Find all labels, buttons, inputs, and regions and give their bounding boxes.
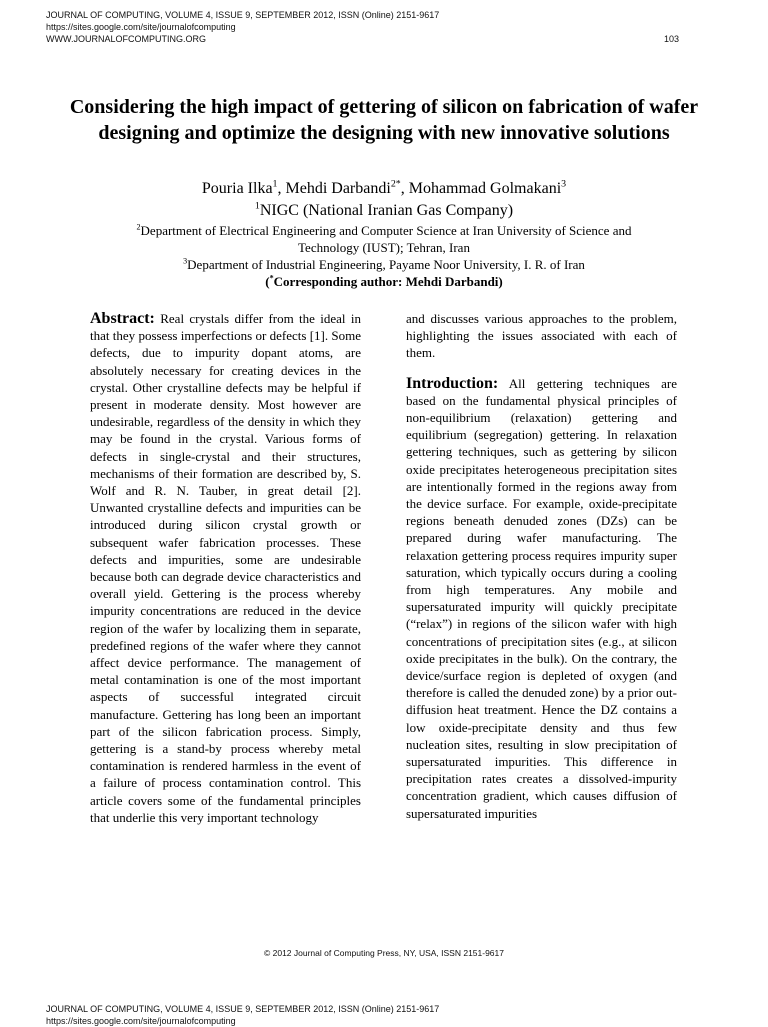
author-name: Mehdi Darbandi xyxy=(285,180,391,197)
introduction-body: All gettering techniques are based on the fundamental physical principles of non-equilibrium (relaxation) gettering and equilibrium (segregation) gettering. In relaxation gettering techniques, such as gettering by silicon oxide precipitates heterogeneous precipitation sites are intentionally formed in the regions away from the device surface. For example, oxide-precipitate regions beneath denuded zones (DZs) can be prepared during wafer manufacturing. The relaxation gettering process requires impurity super saturation, which typically occurs during a cooling from high temperatures. Any mobile and supersaturated impurity will quickly precipitate (“relax”) in regions of the silicon wafer with high concentrations of precipitation sites (e.g., at silicon oxide precipitates in the bulk). On the contrary, the device/surface region is depleted of oxygen (and therefore is called the denuded zone) by a prior out-diffusion heat treatment. Hence the DZ contains a low oxide-precipitate density and thus few nucleation sites, resulting in slow precipitation of supersaturated impurities. This difference in precipitation rates creates a dissolved-impurity concentration gradient, which causes diffusion of supersaturated impurities xyxy=(406,375,677,821)
right-column xyxy=(406,310,677,822)
author-list: Pouria Ilka$^1$, Mehdi Darbandi$^{2*}$, Mohammad Golmakani$^3$ xyxy=(201,178,567,197)
abstract-paragraph xyxy=(90,310,361,826)
site-url[interactable]: https://sites.google.com/site/journalofcomputing xyxy=(46,22,236,32)
footer-journal-line: JOURNAL OF COMPUTING, VOLUME 4, ISSUE 9, SEPTEMBER 2012, ISSN (Online) 2151-9617 xyxy=(46,1004,440,1014)
abstract-body: Real crystals differ from the ideal in that they possess imperfections or defects [1]. Some defects, due to impurity dopant atoms, are absolutely necessary for creating devices in the crystal. Other crystalline defects may be helpful if present in moderate density. Most however are undesirable, regardless of the density in which they may be found in the crystal. Various forms of defects in single-crystal and their structures, mechanisms of their formation are described by, S. Wolf and R. N. Tauber, in great detail [2]. Unwanted crystalline defects and impurities can be introduced during silicon crystal growth or subsequent wafer fabrication processes. These defects and impurities, some are undesirable because both can degrade device characteristics and overall yield. Gettering is the process whereby impurity concentrations are reduced in the device region of the wafer by localizing them in separate, predefined regions of the wafer where they cannot affect device performance. The management of metal contamination is one of the most important aspects of successful integrated circuit manufacture. Gettering has long been an important part of the silicon fabrication process. Simply, gettering is a stand-by process whereby metal contamination is rendered harmless in the event of a failure of process contamination control. This article covers some of the fundamental principles that underlie this very important technology xyxy=(90,311,362,825)
introduction-paragraph xyxy=(406,375,677,822)
abstract-column xyxy=(90,310,361,826)
author-name: Mohammad Golmakani xyxy=(408,180,562,197)
copyright-notice: © 2012 Journal of Computing Press, NY, USA, ISSN 2151-9617 xyxy=(264,948,504,958)
footer-site-url[interactable]: https://sites.google.com/site/journalofcomputing xyxy=(46,1016,236,1026)
author-sup: 2* xyxy=(390,178,401,190)
affiliation-3: $^3$Department of Industrial Engineering, Payame Noor University, I. R. of Iran xyxy=(183,256,585,272)
journal-website[interactable]: WWW.JOURNALOFCOMPUTING.ORG xyxy=(46,34,206,44)
journal-header: JOURNAL OF COMPUTING, VOLUME 4, ISSUE 9, SEPTEMBER 2012, ISSN (Online) 2151-9617 xyxy=(46,10,440,20)
abstract-heading: Abstract: xyxy=(90,310,155,327)
affiliation-1: $^1$NIGC (National Iranian Gas Company) xyxy=(254,200,514,219)
introduction-heading: Introduction: xyxy=(406,374,499,392)
paper-title: Considering the high impact of gettering of silicon on fabrication of wafer designing and optimize the designing with new innovative solutions xyxy=(69,96,699,144)
affiliation-2-cont: Technology (IUST); Tehran, Iran xyxy=(298,240,470,255)
page-number: 103 xyxy=(664,34,680,44)
author-sup: 1 xyxy=(272,178,278,190)
abstract-continuation: and discusses various approaches to the problem, highlighting the issues associated with each of them. xyxy=(406,311,677,361)
affiliation-2: $^2$Department of Electrical Engineering and Computer Science at Iran University of Science and xyxy=(136,222,632,238)
corresponding-author: (*Corresponding author: Mehdi Darbandi) xyxy=(265,273,503,289)
author-name: Pouria Ilka xyxy=(201,180,273,197)
author-sup: 3 xyxy=(561,178,567,190)
